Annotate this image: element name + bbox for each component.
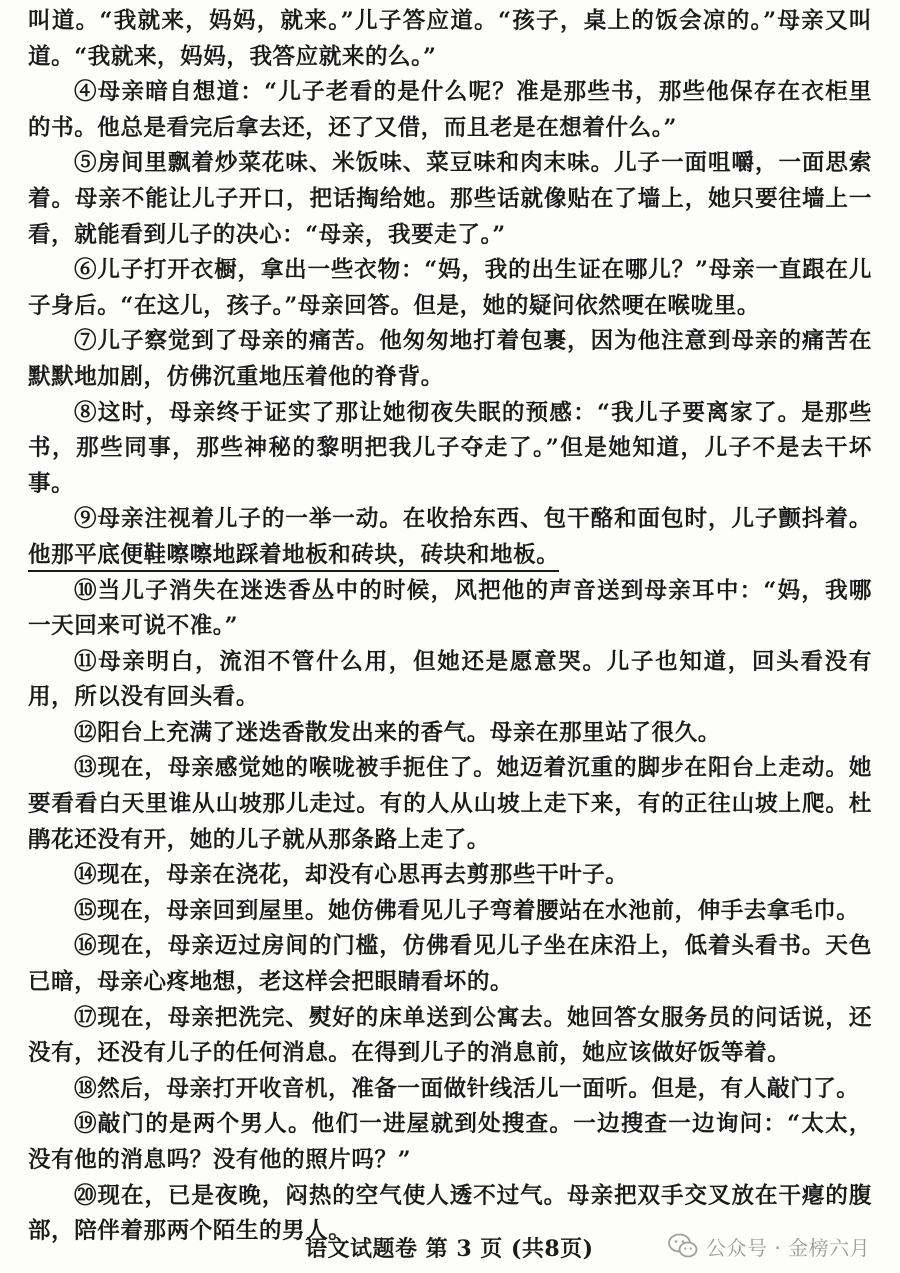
wechat-watermark [668, 1228, 870, 1264]
paragraph-14: ⑭现在，母亲在浇花，却没有心思再去剪那些干叶子。 [74, 862, 629, 889]
paragraph-11: ⑪母亲明白，流泪不管什么用，但她还是愿意哭。儿子也知道，回头看没有用，所以没有回头看。 [28, 648, 872, 711]
paragraph-8: ⑧这时，母亲终于证实了那让她彻夜失眠的预感：“我儿子要离家了。是那些书，那些同事，那些神秘的黎明把我儿子夺走了。”但是她知道，儿子不是去干坏事。 [28, 399, 872, 497]
paragraph-13: ⑬现在，母亲感觉她的喉咙被手扼住了。她迈着沉重的脚步在阳台上走动。她要看看白天里谁从山坡那儿走过。有的人从山坡上走下来，有的正往山坡上爬。杜鹃花还没有开，她的儿子就从那条路上走了。 [28, 755, 872, 853]
watermark-text: 公众号 · 金榜六月 [706, 1235, 871, 1260]
paragraph-5: ⑤房间里飘着炒菜花味、米饭味、菜豆味和肉末味。儿子一面咀嚼，一面思索着。母亲不能让儿子开口，把话掏给她。那些话就像贴在了墙上，她只要往墙上一看，就能看到儿子的决心：“母亲，我要走了。” [28, 150, 872, 248]
article-body [28, 4, 872, 1250]
wechat-icon [668, 1233, 698, 1259]
paragraph-continued: 叫道。“我就来，妈妈，就来。”儿子答应道。“孩子，桌上的饭会凉的。”母亲又叫道。“我就来，妈妈，我答应就来的么。” [28, 8, 872, 70]
page-number-label: 语文试题卷 第 3 页 (共8页) [305, 1236, 594, 1262]
paragraph-16: ⑯现在，母亲迈过房间的门槛，仿佛看见儿子坐在床沿上，低着头看书。天色已暗，母亲心疼地想，老这样会把眼睛看坏的。 [28, 933, 872, 996]
paragraph-6: ⑥儿子打开衣橱，拿出一些衣物：“妈，我的出生证在哪儿？”母亲一直跟在儿子身后。“在这儿，孩子。”母亲回答。但是，她的疑问依然哽在喉咙里。 [28, 257, 872, 319]
underlined-sentence: 他那平底便鞋嚓嚓地踩着地板和砖块，砖块和地板。 [28, 542, 559, 572]
page-footer [0, 1228, 900, 1268]
paragraph-10: ⑩当儿子消失在迷迭香丛中的时候，风把他的声音送到母亲耳中：“妈，我哪一天回来可说不准。” [28, 577, 872, 640]
paragraph-19: ⑲敲门的是两个男人。他们一进屋就到处搜查。一边搜查一边询问：“太太，没有他的消息吗？没有他的照片吗？” [28, 1111, 872, 1173]
paragraph-12: ⑫阳台上充满了迷迭香散发出来的香气。母亲在那里站了很久。 [74, 719, 721, 746]
paragraph-4: ④母亲暗自想道：“儿子老看的是什么呢？准是那些书，那些他保存在衣柜里的书。他总是看完后拿去还，还了又借，而且老是在想着什么。” [28, 79, 872, 141]
paragraph-15: ⑮现在，母亲回到屋里。她仿佛看见儿子弯着腰站在水池前，伸手去拿毛巾。 [74, 897, 860, 924]
paragraph-20: ⑳现在，已是夜晚，闷热的空气使人透不过气。母亲把双手交叉放在干瘪的腹部，陪伴着那两个陌生的男人。 [28, 1182, 872, 1245]
paragraph-9-text: ⑨母亲注视着儿子的一举一动。在收拾东西、包干酪和面包时，儿子颤抖着。 [74, 506, 872, 533]
paragraph-7: ⑦儿子察觉到了母亲的痛苦。他匆匆地打着包裹，因为他注意到母亲的痛苦在默默地加剧，仿佛沉重地压着他的脊背。 [28, 328, 872, 390]
paragraph-9 [28, 502, 872, 573]
paragraph-18: ⑱然后，母亲打开收音机，准备一面做针线活儿一面听。但是，有人敲门了。 [74, 1075, 860, 1102]
paragraph-17: ⑰现在，母亲把洗完、熨好的床单送到公寓去。她回答女服务员的问话说，还没有，还没有儿子的任何消息。在得到儿子的消息前，她应该做好饭等着。 [28, 1004, 872, 1067]
